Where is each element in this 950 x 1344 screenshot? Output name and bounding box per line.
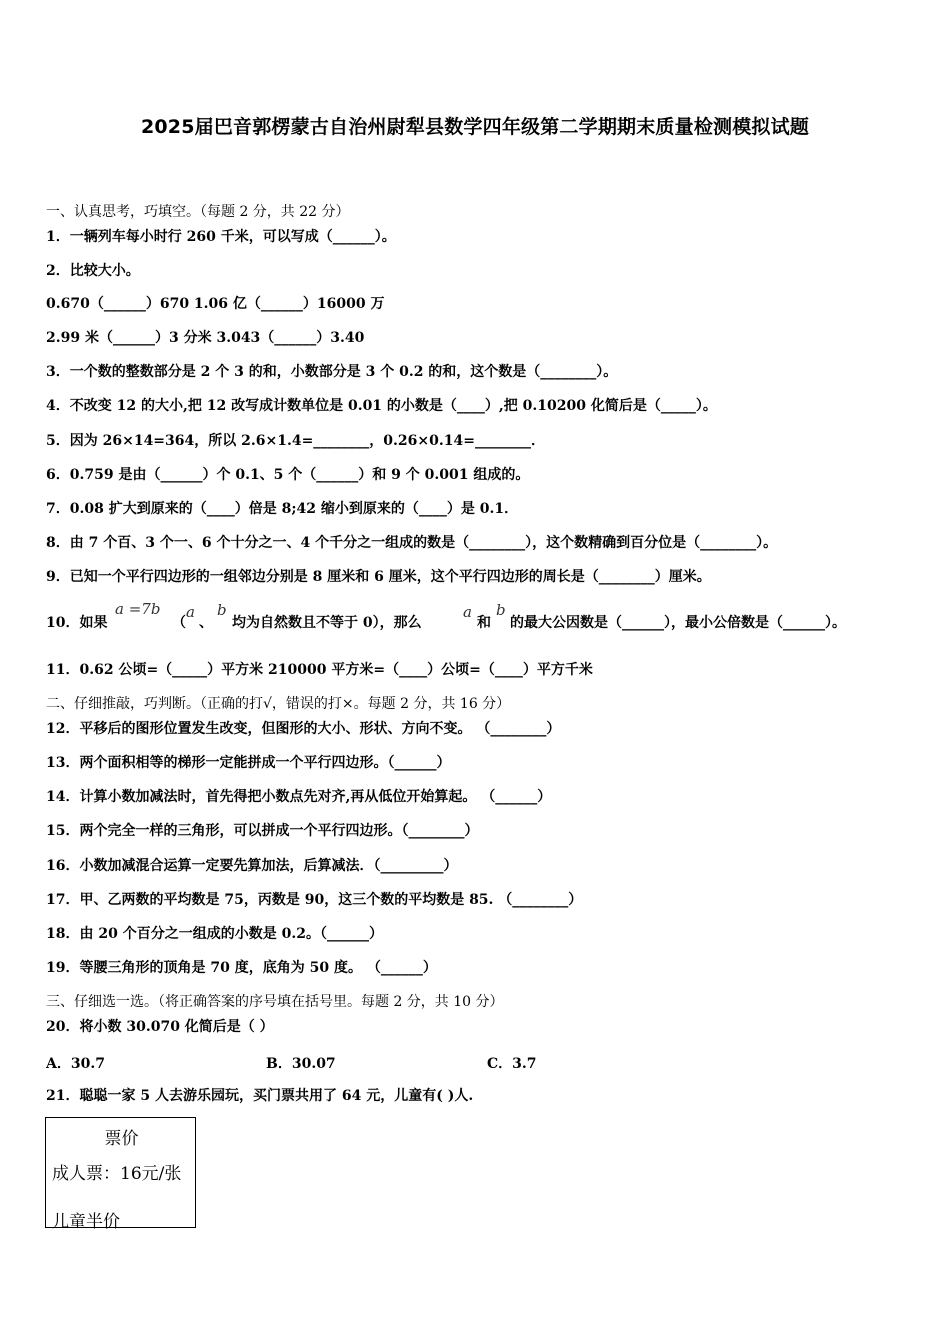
ticket-adult-price: 成人票：16元/张: [52, 1164, 182, 1184]
question-8: 8．由 7 个百、3 个一、6 个十分之一、4 个千分之一组成的数是（________），这个数精确到百分位是（________）。: [46, 535, 778, 551]
question-10-open-paren: （: [172, 615, 186, 631]
question-16: 16．小数加减混合运算一定要先算加法，后算减法．（_________）: [46, 858, 458, 874]
question-19: 19．等腰三角形的顶角是 70 度，底角为 50 度。 （______）: [46, 960, 437, 976]
question-2-row-b: 2.99 米（______）3 分米 3.043（______）3.40: [46, 330, 365, 346]
question-10-suffix: 的最大公因数是（______），最小公倍数是（______）。: [510, 615, 846, 631]
ticket-price-box: [45, 1117, 196, 1232]
question-10-middle: 均为自然数且不等于 0），那么: [232, 615, 422, 631]
question-6: 6．0.759 是由（______）个 0.1、5 个（______）和 9 个 0.001 组成的。: [46, 467, 530, 483]
question-5: 5．因为 26×14=364，所以 2.6×1.4=________，0.26×0.14=________．: [46, 433, 545, 449]
question-4: 4．不改变 12 的大小,把 12 改写成计数单位是 0.01 的小数是（____）,把 0.10200 化简后是（_____）。: [46, 398, 717, 414]
question-17: 17．甲、乙两数的平均数是 75，丙数是 90，这三个数的平均数是 85. （________）: [46, 892, 583, 908]
question-18: 18．由 20 个百分之一组成的小数是 0.2。（______）: [46, 926, 383, 942]
question-9: 9．已知一个平行四边形的一组邻边分别是 8 厘米和 6 厘米，这个平行四边形的周长是（________）厘米。: [46, 569, 711, 585]
ticket-child-price: 儿童半价: [52, 1212, 120, 1232]
page-title: 2025届巴音郭楞蒙古自治州尉犁县数学四年级第二学期期末质量检测模拟试题: [140, 116, 810, 138]
question-20-option-c: C．3.7: [487, 1056, 537, 1072]
question-10-var-b: b: [217, 601, 227, 619]
question-2: 2．比较大小。: [46, 263, 140, 279]
question-10-prefix: 10．如果: [46, 615, 108, 631]
section-heading-fill-blanks: 一、认真思考，巧填空。（每题 2 分，共 22 分）: [46, 204, 350, 220]
question-10-equation: a =7b: [115, 600, 161, 618]
question-2-row-a: 0.670（______）670 1.06 亿（______）16000 万: [46, 296, 385, 312]
question-10-var-a: a: [186, 603, 195, 621]
question-13: 13．两个面积相等的梯形一定能拼成一个平行四边形。（______）: [46, 755, 451, 771]
question-20-option-a: A．30.7: [46, 1056, 105, 1072]
question-10-separator: 、: [199, 615, 213, 631]
ticket-title: 票价: [104, 1129, 139, 1149]
question-20-option-b: B．30.07: [266, 1056, 336, 1072]
question-21: 21．聪聪一家 5 人去游乐园玩，买门票共用了 64 元，儿童有( )人.: [46, 1088, 474, 1104]
question-15: 15．两个完全一样的三角形，可以拼成一个平行四边形。（________）: [46, 823, 479, 839]
question-7: 7．0.08 扩大到原来的（____）倍是 8;42 缩小到原来的（____）是 0.1．: [46, 501, 519, 517]
section-heading-choose: 三、仔细选一选。（将正确答案的序号填在括号里。每题 2 分，共 10 分）: [46, 994, 504, 1010]
question-11: 11．0.62 公顷=（_____）平方米 210000 平方米=（____）公顷=（____）平方千米: [46, 662, 593, 678]
question-12: 12．平移后的图形位置发生改变，但图形的大小、形状、方向不变。 （________）: [46, 721, 561, 737]
question-10-and: 和: [477, 615, 491, 631]
question-14: 14．计算小数加减法时，首先得把小数点先对齐,再从低位开始算起。 （______）: [46, 789, 552, 805]
question-10-var-b2: b: [496, 601, 506, 619]
question-1: 1．一辆列车每小时行 260 千米，可以写成（______）。: [46, 229, 396, 245]
question-20: 20．将小数 30.070 化简后是（ ）: [46, 1019, 274, 1035]
section-heading-judge: 二、仔细推敲，巧判断。（正确的打√，错误的打×。每题 2 分，共 16 分）: [46, 696, 511, 712]
question-10-var-a2: a: [463, 603, 472, 621]
question-3: 3．一个数的整数部分是 2 个 3 的和，小数部分是 3 个 0.2 的和，这个数是（________）。: [46, 364, 618, 380]
